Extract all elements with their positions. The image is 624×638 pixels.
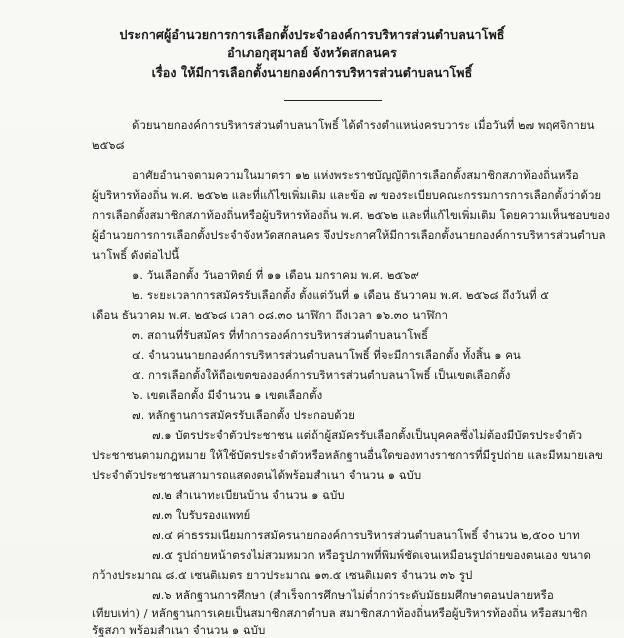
item-7-5-line-2: กว้างประมาณ ๘.๕ เซนติเมตร ยาวประมาณ ๑๓.๕ เซนติเมตร จำนวน ๓๖ รูป bbox=[92, 568, 473, 582]
paragraph-2-line-1: อาศัยอำนาจตามความในมาตรา ๑๒ แห่งพระราชบัญญัติการเลือกตั้งสมาชิกสภาท้องถิ่นหรือ bbox=[132, 168, 579, 182]
paragraph-2-line-5: นาโพธิ์ ดังต่อไปนี้ bbox=[92, 248, 180, 262]
item-1: ๑. วันเลือกตั้ง วันอาทิตย์ ที่ ๑๑ เดือน มกราคม พ.ศ. ๒๕๖๙ bbox=[132, 268, 419, 282]
header-title: ประกาศผู้อำนวยการการเลือกตั้งประจำองค์การบริหารส่วนตำบลนาโพธิ์ bbox=[119, 27, 505, 42]
item-2-line-2: เดือน ธันวาคม พ.ศ. ๒๕๖๘ เวลา ๐๘.๓๐ นาฬิกา ถึงเวลา ๑๖.๓๐ นาฬิกา bbox=[92, 308, 448, 322]
item-7-5-line-1: ๗.๕ รูปถ่ายหน้าตรงไม่สวมหมวก หรือรูปภาพที่พิมพ์ชัดเจนเหมือนรูปถ่ายของตนเอง ขนาด bbox=[152, 548, 591, 562]
header-subject: เรื่อง ให้มีการเลือกตั้งนายกองค์การบริหารส่วนตำบลนาโพธิ์ bbox=[151, 65, 473, 80]
item-5: ๕. การเลือกตั้งให้ถือเขตขององค์การบริหารส่วนตำบลนาโพธิ์ เป็นเขตเลือกตั้ง bbox=[132, 368, 511, 382]
item-3: ๓. สถานที่รับสมัคร ที่ทำการองค์การบริหารส่วนตำบลนาโพธิ์ bbox=[132, 328, 429, 342]
item-7-6-line-3: รัฐสภา พร้อมสำเนา จำนวน ๑ ฉบับ bbox=[92, 623, 266, 637]
paragraph-2-line-4: ผู้อำนวยการการเลือกตั้งประจำจังหวัดสกลนคร จึงประกาศให้มีการเลือกตั้งนายกองค์การบริหารส่วนตำบล bbox=[92, 228, 606, 242]
item-7-6-line-2: เทียบเท่า) / หลักฐานการเคยเป็นสมาชิกสภาตำบล สมาชิกสภาท้องถิ่นหรือผู้บริหารท้องถิ่น หรือสมาชิก bbox=[92, 606, 588, 620]
paragraph-1-line-1: ด้วยนายกองค์การบริหารส่วนตำบลนาโพธิ์ ได้ดำรงตำแหน่งครบวาระ เมื่อวันที่ ๒๗ พฤศจิกายน bbox=[132, 118, 595, 132]
paragraph-2-line-2: ผู้บริหารท้องถิ่น พ.ศ. ๒๕๖๒ และที่แก้ไขเพิ่มเติม และข้อ ๗ ของระเบียบคณะกรรมการการเลือกตั้งว่าด้วย bbox=[92, 188, 602, 202]
item-4: ๔. จำนวนนายกองค์การบริหารส่วนตำบลนาโพธิ์ ที่จะมีการเลือกตั้ง ทั้งสิ้น ๑ คน bbox=[132, 348, 521, 362]
item-7-1-line-3: ประจำตัวประชาชนสามารถแสดงตนได้พร้อมสำเนา จำนวน ๑ ฉบับ bbox=[92, 468, 422, 482]
header-divider bbox=[284, 100, 382, 101]
item-2-line-1: ๒. ระยะเวลาการสมัครรับเลือกตั้ง ตั้งแต่วันที่ ๑ เดือน ธันวาคม พ.ศ. ๒๕๖๘ ถึงวันที่ ๕ bbox=[132, 288, 549, 302]
item-7-6-line-1: ๗.๖ หลักฐานการศึกษา (สำเร็จการศึกษาไม่ต่ำกว่าระดับมัธยมศึกษาตอนปลายหรือ bbox=[152, 588, 554, 602]
header-district: อำเภอกุสุมาลย์ จังหวัดสกลนคร bbox=[227, 45, 397, 60]
item-7-3: ๗.๓ ใบรับรองแพทย์ bbox=[152, 508, 251, 522]
item-7: ๗. หลักฐานการสมัครรับเลือกตั้ง ประกอบด้วย bbox=[132, 408, 355, 422]
item-7-1-line-2: ประชาชนตามกฎหมาย ให้ใช้บัตรประจำตัวหรือหลักฐานอื่นใดของทางราชการที่มีรูปถ่าย และมีหมายเลข bbox=[92, 448, 603, 462]
paragraph-2-line-3: การเลือกตั้งสมาชิกสภาท้องถิ่นหรือผู้บริหารท้องถิ่น พ.ศ. ๒๕๖๒ และที่แก้ไขเพิ่มเติม โดยความเห็นชอบของ bbox=[92, 208, 610, 222]
item-7-1-line-1: ๗.๑ บัตรประจำตัวประชาชน แต่ถ้าผู้สมัครรับเลือกตั้งเป็นบุคคลซึ่งไม่ต้องมีบัตรประจำตัว bbox=[152, 428, 583, 442]
item-7-4: ๗.๔ ค่าธรรมเนียมการสมัครนายกองค์การบริหารส่วนตำบลนาโพธิ์ จำนวน ๒,๕๐๐ บาท bbox=[152, 528, 580, 542]
paragraph-1-line-2: ๒๕๖๘ bbox=[92, 138, 125, 152]
item-7-2: ๗.๒ สำเนาทะเบียนบ้าน จำนวน ๑ ฉบับ bbox=[152, 488, 345, 502]
item-6: ๖. เขตเลือกตั้ง มีจำนวน ๑ เขตเลือกตั้ง bbox=[132, 388, 323, 402]
